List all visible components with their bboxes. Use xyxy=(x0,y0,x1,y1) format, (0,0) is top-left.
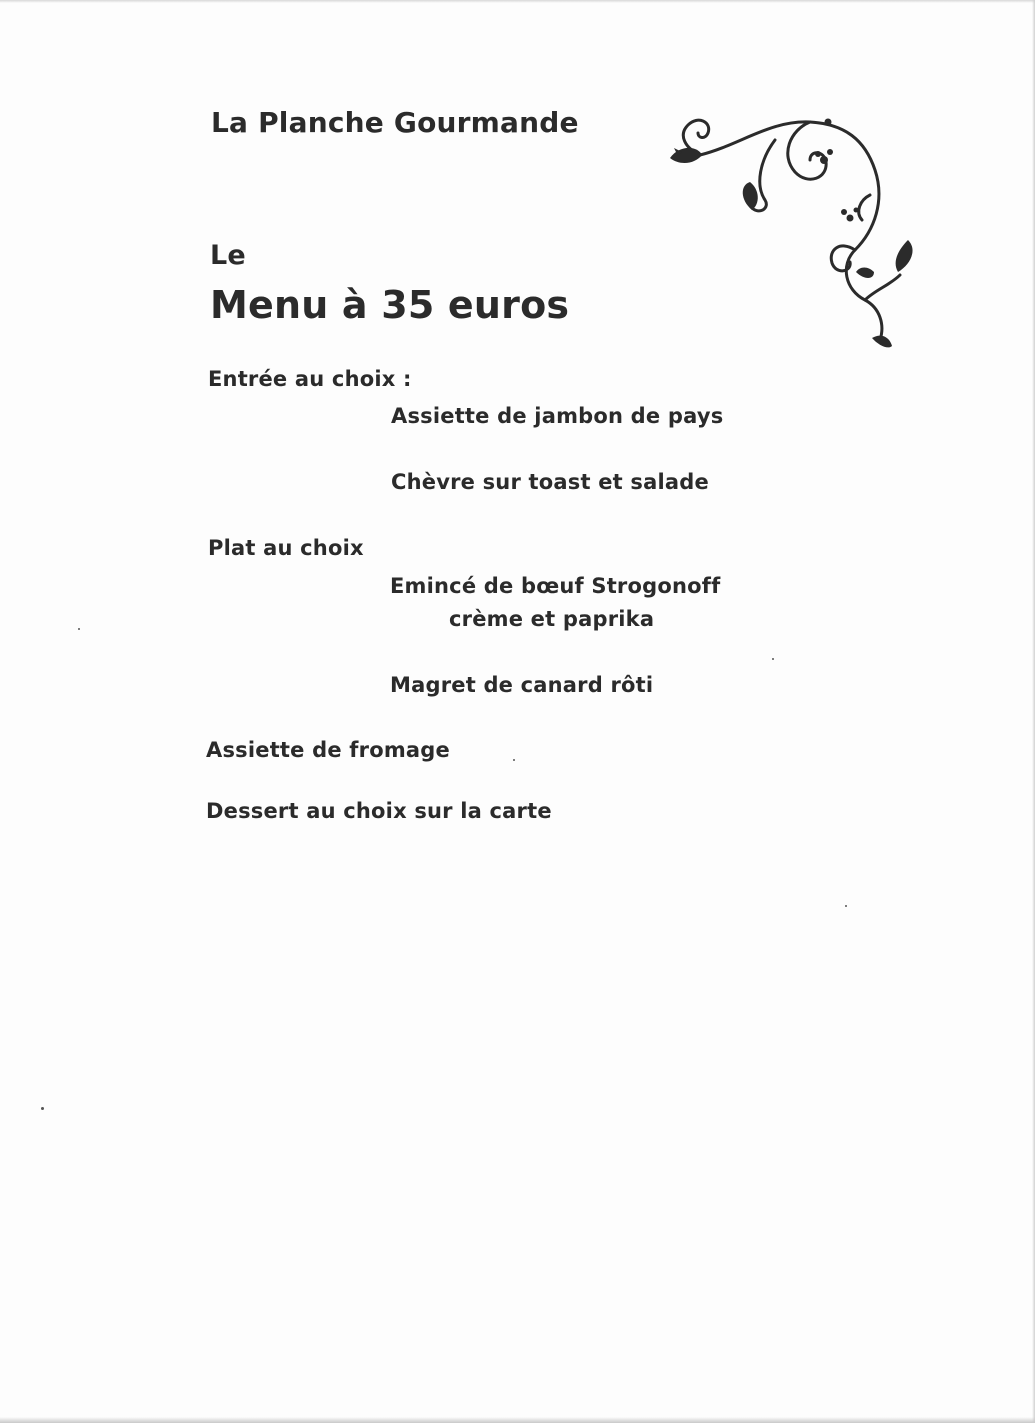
starter-heading: Entrée au choix : xyxy=(208,367,412,391)
cheese-course: Assiette de fromage xyxy=(206,738,450,762)
scan-edge-bottom xyxy=(0,1417,1035,1423)
dessert-course: Dessert au choix sur la carte xyxy=(206,799,552,823)
main-option-detail: crème et paprika xyxy=(449,607,655,631)
scan-speck xyxy=(78,628,80,630)
menu-title: Menu à 35 euros xyxy=(210,283,570,327)
scan-speck xyxy=(772,658,774,660)
floral-swirl-ornament-icon xyxy=(660,100,920,350)
scan-speck xyxy=(41,1107,44,1110)
main-option: Emincé de bœuf Strogonoff xyxy=(390,574,721,598)
starter-option: Assiette de jambon de pays xyxy=(391,404,724,428)
scan-speck xyxy=(845,905,847,907)
scan-edge-top xyxy=(0,0,1035,3)
scan-speck xyxy=(513,759,515,761)
starter-option: Chèvre sur toast et salade xyxy=(391,470,709,494)
menu-title-prefix: Le xyxy=(210,240,246,271)
main-option: Magret de canard rôti xyxy=(390,673,654,697)
main-heading: Plat au choix xyxy=(208,536,364,560)
restaurant-name: La Planche Gourmande xyxy=(211,106,579,139)
